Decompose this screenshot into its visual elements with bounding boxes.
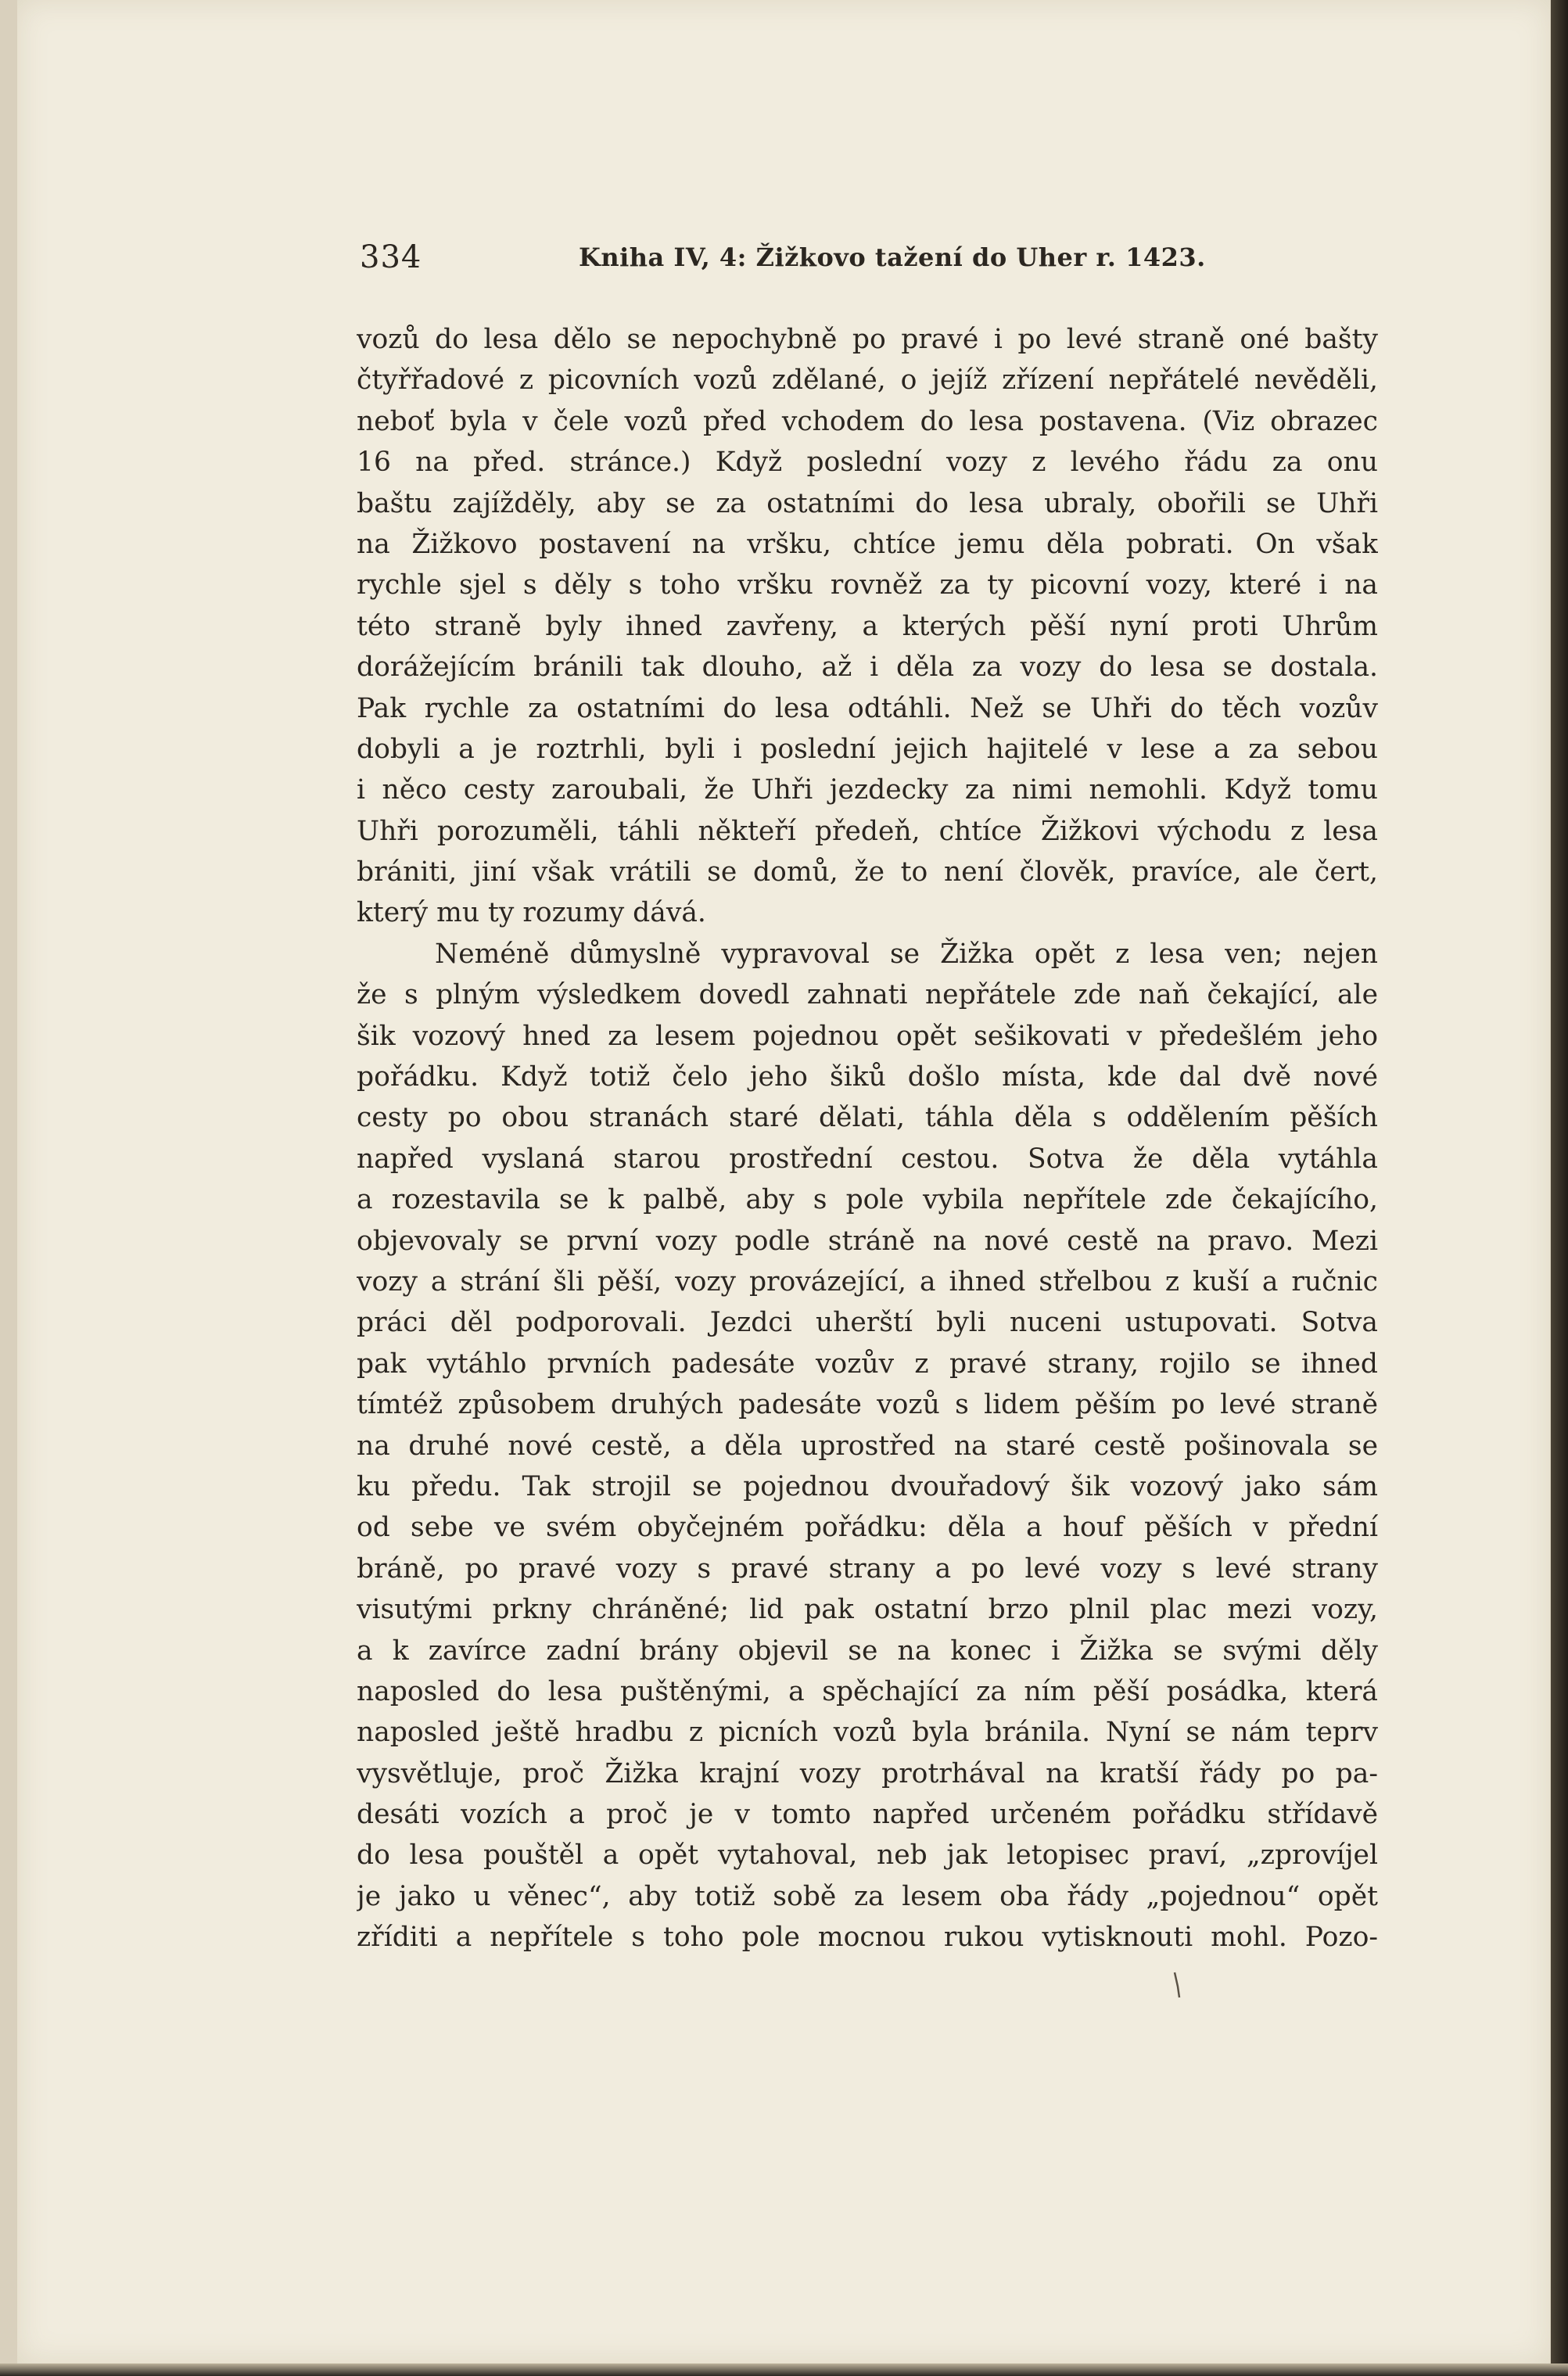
- text-line: do lesa pouštěl a opět vytahoval, neb jak letopisec praví, „zprovíjel: [357, 1839, 1378, 1872]
- text-line: od sebe ve svém obyčejném pořádku: děla a houf pěších v přední: [357, 1512, 1378, 1544]
- body-text: [357, 319, 1378, 1958]
- page-header: [360, 235, 1220, 282]
- text-line: na druhé nové cestě, a děla uprostřed na staré cestě pošinovala se: [357, 1430, 1378, 1462]
- text-line: dobyli a je roztrhli, byli i poslední jejich hajitelé v lese a za sebou: [357, 733, 1378, 765]
- text-line: práci děl podporovali. Jezdci uherští byli nuceni ustupovati. Sotva: [357, 1307, 1378, 1339]
- text-line: napřed vyslaná starou prostřední cestou. Sotva že děla vytáhla: [357, 1143, 1378, 1175]
- text-line: dorážejícím bránili tak dlouho, až i děla za vozy do lesa se dostala.: [357, 651, 1378, 684]
- text-line: i něco cesty zaroubali, že Uhři jezdecky za nimi nemohli. Když tomu: [357, 774, 1378, 806]
- text-line: neboť byla v čele vozů před vchodem do lesa postavena. (Viz obrazec: [357, 405, 1378, 437]
- text-line: pak vytáhlo prvních padesáte vozův z pravé strany, rojilo se ihned: [357, 1348, 1378, 1380]
- text-line: je jako u věnec“, aby totiž sobě za lesem oba řády „pojednou“ opět: [357, 1880, 1378, 1912]
- text-line: vozy a strání šli pěší, vozy provázející, a ihned střelbou z kuší a ručnic: [357, 1265, 1378, 1297]
- text-line: šik vozový hned za lesem pojednou opět sešikovati v předešlém jeho: [357, 1020, 1378, 1052]
- text-line: naposled do lesa puštěnými, a spěchající za ním pěší posádka, která: [357, 1675, 1378, 1707]
- text-line: pořádku. Když totiž čelo jeho šiků došlo místa, kde dal dvě nové: [357, 1061, 1378, 1093]
- text-line: Uhři porozuměli, táhli někteří předeň, chtíce Žižkovi východu z lesa: [357, 815, 1378, 847]
- text-line: bráně, po pravé vozy s pravé strany a po levé vozy s levé strany: [357, 1552, 1378, 1585]
- text-line: že s plným výsledkem dovedl zahnati nepřátele zde naň čekající, ale: [357, 979, 1378, 1011]
- text-line: visutými prkny chráněné; lid pak ostatní brzo plnil plac mezi vozy,: [357, 1594, 1378, 1626]
- text-line: cesty po obou stranách staré dělati, táhla děla s oddělením pěších: [357, 1102, 1378, 1134]
- paragraph-end-line: který mu ty rozumy dává.: [357, 897, 706, 929]
- page-number: 334: [360, 239, 422, 275]
- text-line: naposled ještě hradbu z picních vozů byla bránila. Nyní se nám teprv: [357, 1717, 1378, 1749]
- text-line: Pak rychle za ostatními do lesa odtáhli. Než se Uhři do těch vozův: [357, 692, 1378, 724]
- text-line: na Žižkovo postavení na vršku, chtíce jemu děla pobrati. On však: [357, 528, 1378, 560]
- text-line: a rozestavila se k palbě, aby s pole vybila nepřítele zde čekajícího,: [357, 1184, 1378, 1216]
- text-line: a k zavírce zadní brány objevil se na konec i Žižka se svými děly: [357, 1635, 1378, 1667]
- text-line: čtyřřadové z picovních vozů zdělané, o jejíž zřízení nepřátelé nevěděli,: [357, 364, 1378, 397]
- text-line: této straně byly ihned zavřeny, a kterých pěší nyní proti Uhrům: [357, 610, 1378, 642]
- paragraph-start-line: Neméně důmyslně vypravoval se Žižka opět z lesa ven; nejen: [435, 938, 1378, 970]
- text-line: brániti, jiní však vrátili se domů, že to není člověk, pravíce, ale čert,: [357, 856, 1378, 888]
- text-line: desáti vozích a proč je v tomto napřed určeném pořádku střídavě: [357, 1799, 1378, 1831]
- text-line: baštu zajížděly, aby se za ostatními do lesa ubraly, obořili se Uhři: [357, 487, 1378, 519]
- stray-ink-mark-icon: [1173, 1971, 1181, 1999]
- scan-bottom-edge: [0, 2363, 1568, 2376]
- text-line: tímtéž způsobem druhých padesáte vozů s lidem pěším po levé straně: [357, 1389, 1378, 1421]
- text-line: vysvětluje, proč Žižka krajní vozy protrhával na kratší řády po pa-: [357, 1757, 1378, 1789]
- running-head: Kniha IV, 4: Žižkovo tažení do Uher r. 1423.: [579, 242, 1206, 272]
- text-line: objevovaly se první vozy podle stráně na nové cestě na pravo. Mezi: [357, 1225, 1378, 1257]
- text-line: vozů do lesa dělo se nepochybně po pravé i po levé straně oné bašty: [357, 324, 1378, 355]
- scan-right-edge: [1551, 0, 1568, 2376]
- text-line: 16 na před. stránce.) Když poslední vozy z levého řádu za onu: [357, 447, 1378, 479]
- text-line: zříditi a nepřítele s toho pole mocnou rukou vytisknouti mohl. Pozo-: [357, 1922, 1378, 1954]
- text-line: rychle sjel s děly s toho vršku rovněž za ty picovní vozy, které i na: [357, 569, 1378, 601]
- text-line: ku předu. Tak strojil se pojednou dvouřadový šik vozový jako sám: [357, 1470, 1378, 1502]
